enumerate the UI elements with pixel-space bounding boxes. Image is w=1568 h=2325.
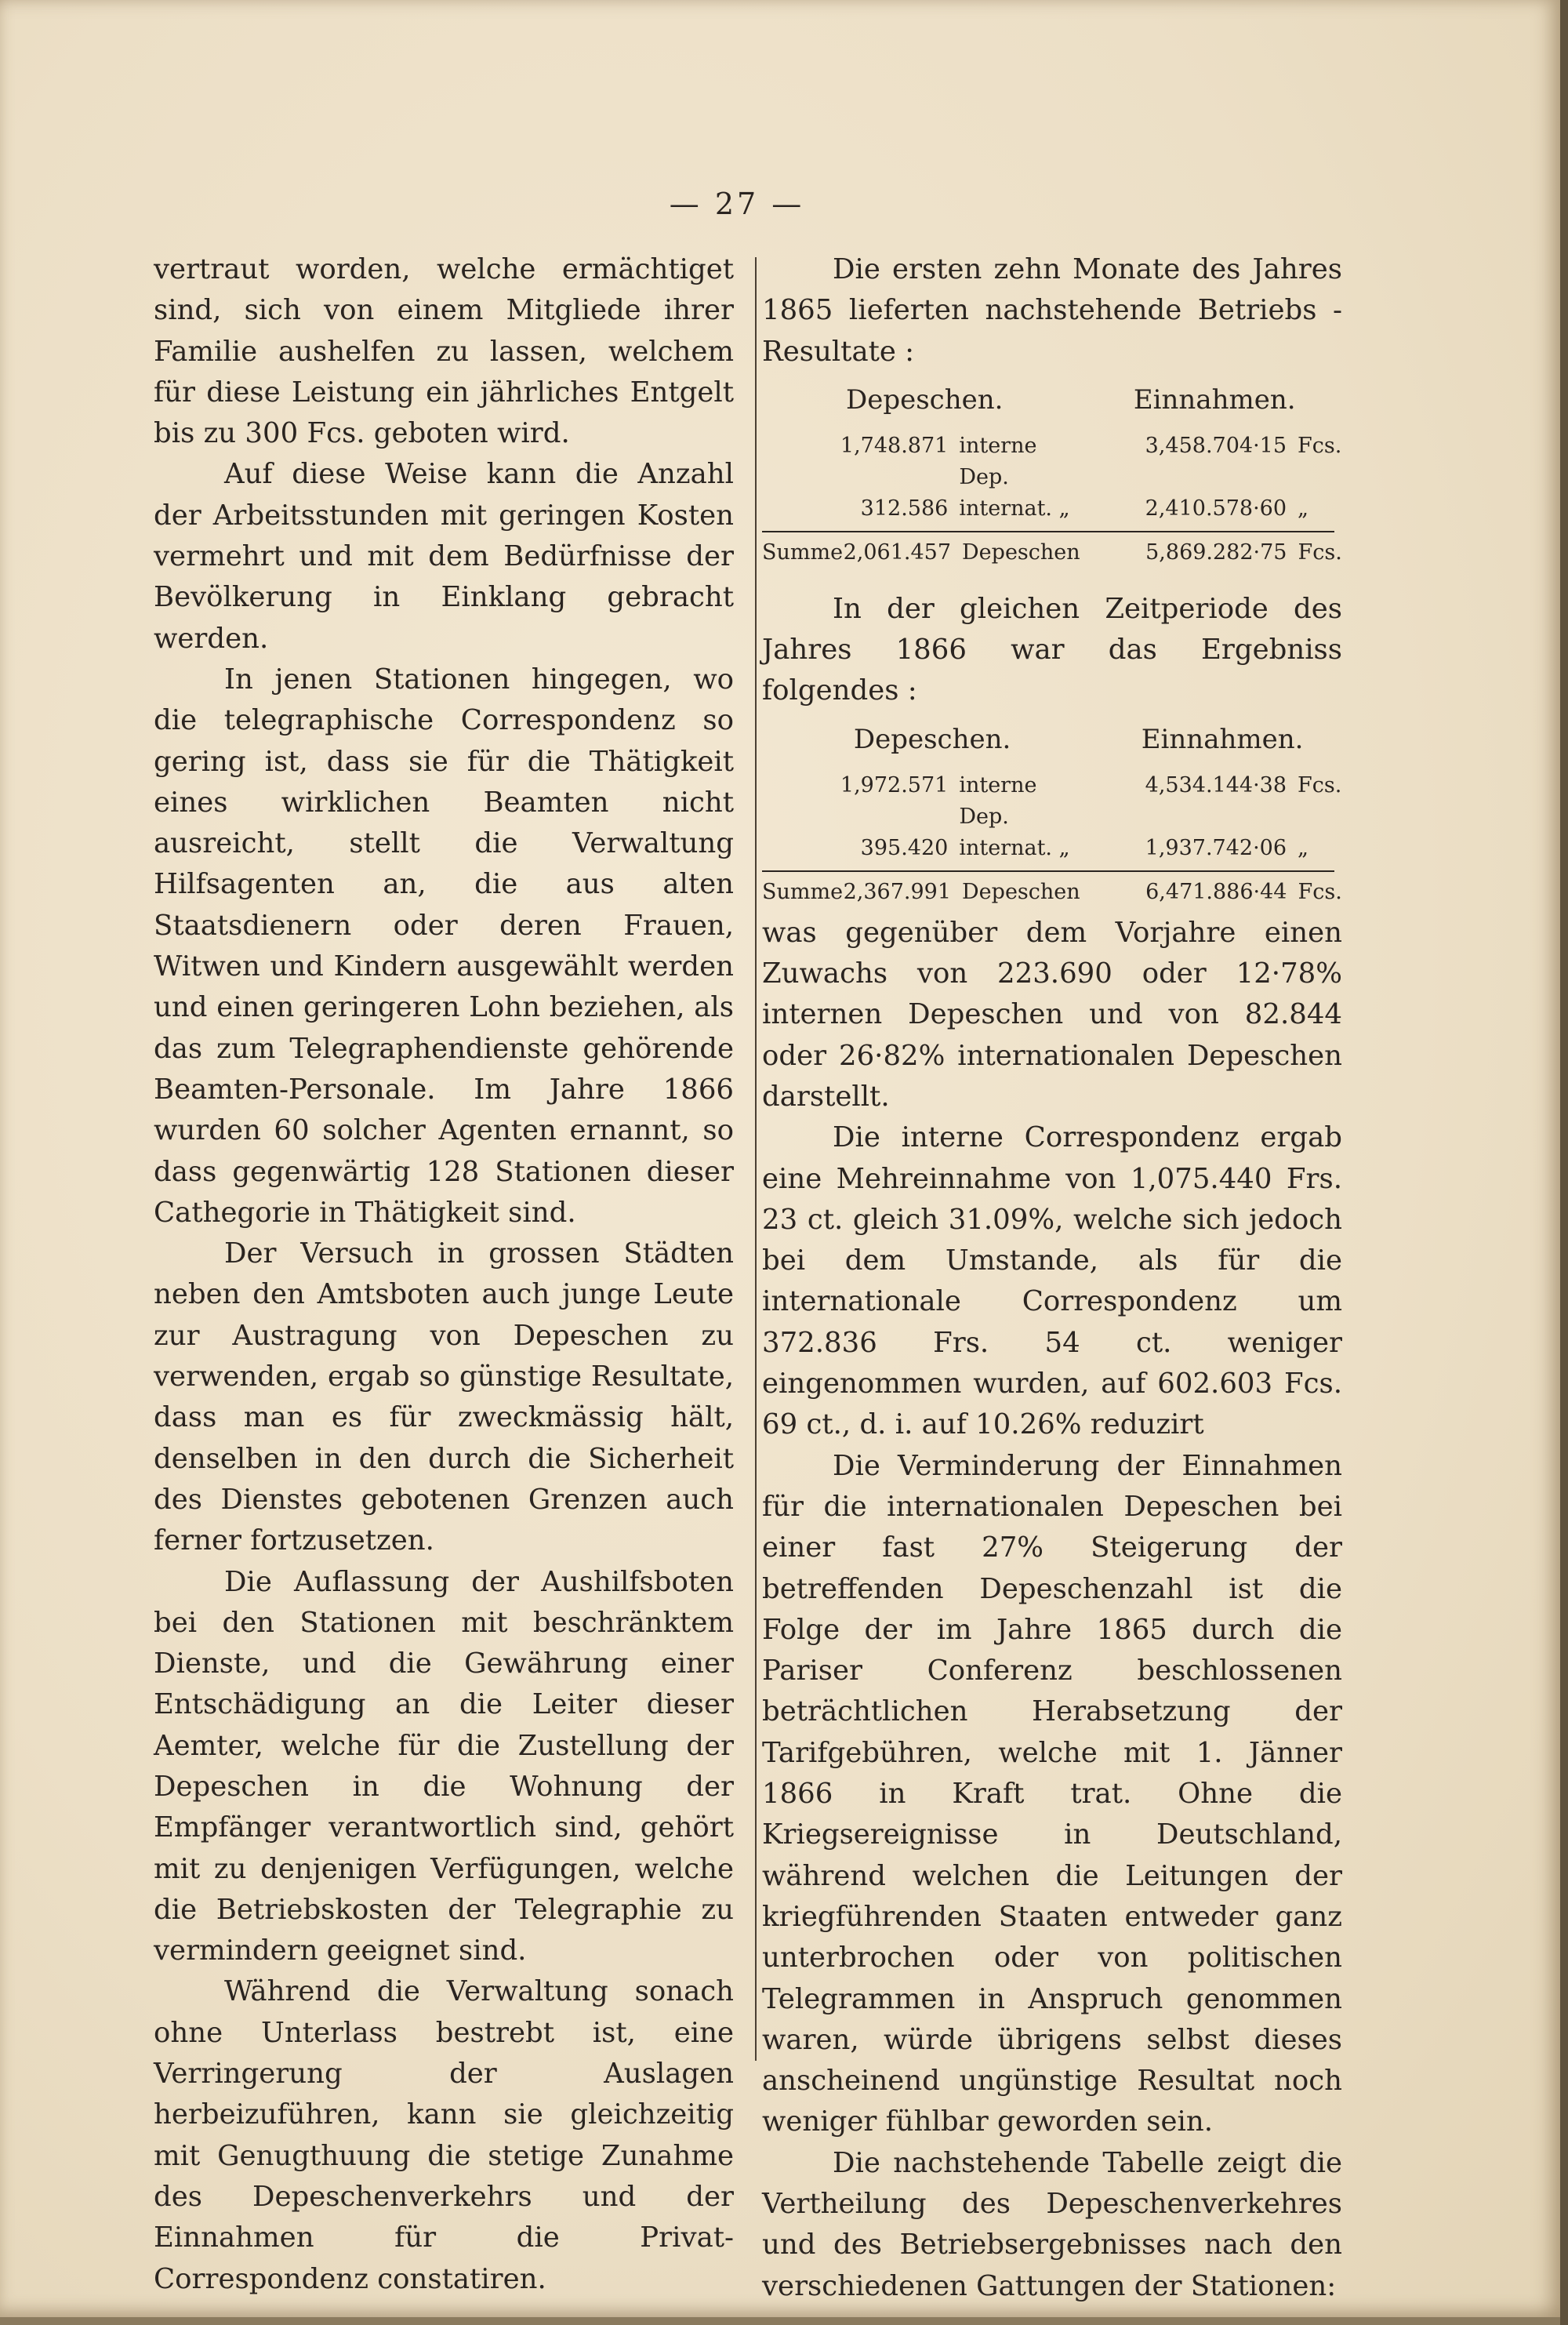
paragraph: was gegenüber dem Vorjahre einen Zuwachs von 223.690 oder 12·78% internen Depeschen und von 82.844 oder 26·82% internationalen Depeschen darstellt.	[762, 916, 1342, 1113]
table-row: 1,972.571 interne Dep. 4,534.144·38 Fcs.	[840, 772, 1342, 829]
sum-row: Summe 2,061.457 Depeschen 5,869.282·75 Fcs.	[762, 539, 1342, 565]
header-einnahmen: Einnahmen.	[1141, 723, 1304, 755]
paragraph: In jenen Stationen hingegen, wo die telegraphische Correspondenz so gering ist, dass sie für die Thätigkeit eines wirklichen Beamten nicht ausreicht, stellt die Verwaltung Hilfsagenten an, die aus alten Staatsdienern oder deren Frauen, Witwen und Kindern ausgewählt werden und einen geringeren Lohn beziehen, als das zum Telegraphendienste gehörende Beamten-Personale. Im Jahre 1866 wurden 60 solcher Agenten ernannt, so dass gegenwärtig 128 Stationen dieser Cathegorie in Thätigkeit sind.	[154, 663, 734, 1229]
table-1865	[762, 377, 1342, 569]
paragraph: Die Verminderung der Einnahmen für die internationalen Depeschen bei einer fast 27% Steigerung der betreffenden Depeschenzahl ist die Folge der im Jahre 1865 durch die Pariser Conferenz beschlossenen beträchtlichen Herabsetzung der Tarifgebühren, welche mit 1. Jänner 1866 in Kraft trat. Ohne die Kriegsereignisse in Deutschland, während welchen die Leitungen der kriegführenden Staaten entweder ganz unterbrochen oder von politischen Telegrammen in Anspruch genommen waren, würde übrigens selbst dieses anscheinend ungünstige Resultat noch weniger fühlbar geworden sein.	[762, 1449, 1342, 2138]
paragraph: Der Versuch in grossen Städten neben den Amtsboten auch junge Leute zur Austragung von Depeschen zu verwenden, ergab so günstige Resultate, dass man es für zweckmässig hält, denselben in den durch die Sicherheit des Dienstes gebotenen Grenzen auch ferner fortzusetzen.	[154, 1237, 734, 1557]
paragraph: Die interne Correspondenz ergab eine Mehreinnahme von 1,075.440 Frs. 23 ct. gleich 31.09%, welche sich jedoch bei dem Umstande, als für die internationale Correspondenz um 372.836 Frs. 54 ct. weniger eingenommen wurden, auf 602.603 Fcs. 69 ct., d. i. auf 10.26% reduzirt	[762, 1121, 1342, 1441]
header-depeschen: Depeschen.	[853, 723, 1011, 755]
table-1866	[762, 717, 1342, 908]
sum-row: Summe 2,367.991 Depeschen 6,471.886·44 Fcs.	[762, 879, 1342, 904]
sum-rule	[762, 531, 1334, 532]
paragraph: Die ersten zehn Monate des Jahres 1865 lieferten nachstehende Betriebs - Resultate :	[762, 253, 1342, 368]
table-row: 395.420 internat. „ 1,937.742·06 „	[860, 835, 1309, 860]
sum-rule	[762, 870, 1334, 872]
left-column	[154, 249, 734, 2300]
paragraph: Während die Verwaltung sonach ohne Unterlass bestrebt ist, eine Verringerung der Auslagen herbeizuführen, kann sie gleichzeitig mit Genugthuung die stetige Zunahme des Depeschenverkehrs und der Einnahmen für die Privat-Correspondenz constatiren.	[154, 1975, 734, 2295]
column-divider	[755, 257, 757, 2061]
right-column	[762, 249, 1342, 2307]
paragraph: Die nachstehende Tabelle zeigt die Vertheilung des Depeschenverkehres und des Betriebsergebnisses nach den verschiedenen Gattungen der Stationen:	[762, 2146, 1342, 2302]
paragraph: In der gleichen Zeitperiode des Jahres 1866 war das Ergebniss folgendes :	[762, 592, 1342, 707]
header-depeschen: Depeschen.	[845, 383, 1004, 416]
paragraph: Die Auflassung der Aushilfsboten bei den Stationen mit beschränktem Dienste, und die Gewährung einer Entschädigung an die Leiter dieser Aemter, welche für die Zustellung der Depeschen in die Wohnung der Empfänger verantwortlich sind, gehört mit zu denjenigen Verfügungen, welche die Betriebskosten der Telegraphie zu vermindern geeignet sind.	[154, 1565, 734, 1967]
page-edge	[1560, 0, 1568, 2325]
table-row: 1,748.871 interne Dep. 3,458.704·15 Fcs.	[840, 433, 1342, 489]
paragraph: Auf diese Weise kann die Anzahl der Arbeitsstunden mit geringen Kosten vermehrt und mit dem Bedürfnisse der Bevölkerung in Einklang gebracht werden.	[154, 458, 734, 655]
page-number: — 27 —	[669, 187, 805, 221]
header-einnahmen: Einnahmen.	[1133, 383, 1296, 416]
table-row: 312.586 internat. „ 2,410.578·60 „	[860, 496, 1309, 521]
paragraph: vertraut worden, welche ermächtiget sind, sich von einem Mitgliede ihrer Familie aushelfen zu lassen, welchem für diese Leistung ein jährliches Entgelt bis zu 300 Fcs. geboten wird.	[154, 253, 734, 450]
